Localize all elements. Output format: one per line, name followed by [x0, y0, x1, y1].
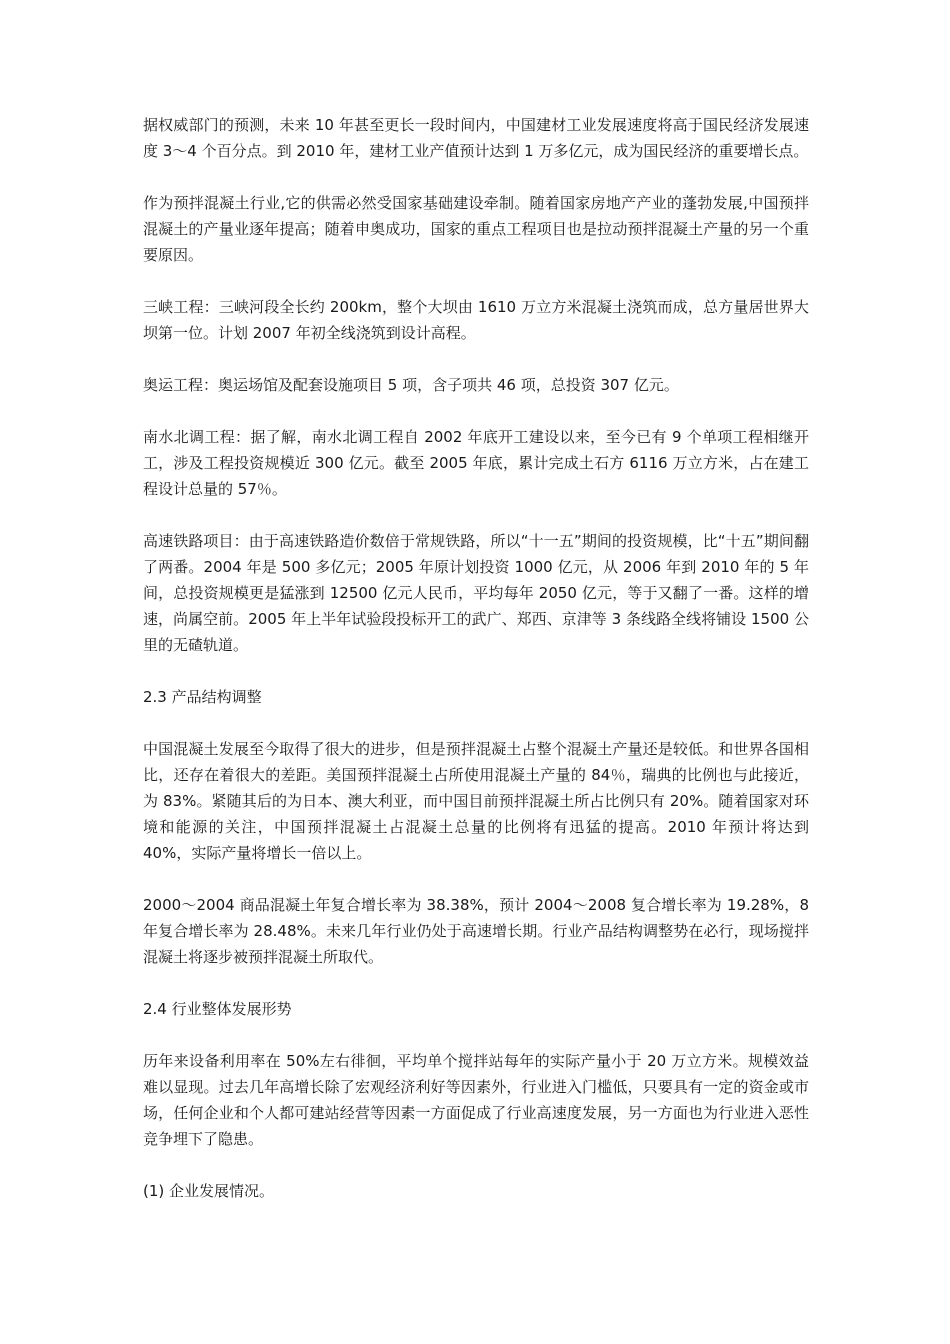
- document-body: [143, 112, 809, 1230]
- paragraph-high-speed-rail: 高速铁路项目：由于高速铁路造价数倍于常规铁路，所以“十一五”期间的投资规模，比“十五”期间翻了两番。2004 年是 500 多亿元；2005 年原计划投资 1000 亿元，从 2006 年到 2010 年的 5 年间，总投资规模更是猛涨到 12500 亿元人民币，平均每年 2050 亿元，等于又翻了一番。这样的增速，尚属空前。2005 年上半年试验段投标开工的武广、郑西、京津等 3 条线路全线将铺设 1500 公里的无碴轨道。: [143, 532, 809, 654]
- section-heading-2-3: 2.3 产品结构调整: [143, 688, 262, 706]
- paragraph-building-materials-forecast: 据权威部门的预测，未来 10 年甚至更长一段时间内，中国建材工业发展速度将高于国民经济发展速度 3～4 个百分点。到 2010 年，建材工业产值预计达到 1 万多亿元，成为国民经济的重要增长点。: [143, 116, 809, 160]
- paragraph-growth-rate: 2000～2004 商品混凝土年复合增长率为 38.38%，预计 2004～2008 复合增长率为 19.28%，8 年复合增长率为 28.48%。未来几年行业仍处于高速增长期。行业产品结构调整势在必行，现场搅拌混凝土将逐步被预拌混凝土所取代。: [143, 896, 809, 966]
- paragraph-three-gorges: 三峡工程：三峡河段全长约 200km，整个大坝由 1610 万立方米混凝土浇筑而成，总方量居世界大坝第一位。计划 2007 年初全线浇筑到设计高程。: [143, 298, 809, 342]
- paragraph-equipment-utilization: 历年来设备利用率在 50%左右徘徊，平均单个搅拌站每年的实际产量小于 20 万立方米。规模效益难以显现。过去几年高增长除了宏观经济利好等因素外，行业进入门槛低，只要具有一定的资金或市场，任何企业和个人都可建站经营等因素一方面促成了行业高速度发展，另一方面也为行业进入恶性竞争埋下了隐患。: [143, 1052, 809, 1148]
- paragraph-south-north-water: 南水北调工程：据了解，南水北调工程自 2002 年底开工建设以来，至今已有 9 个单项工程相继开工，涉及工程投资规模近 300 亿元。截至 2005 年底，累计完成土石方 6116 万立方米，占在建工程设计总量的 57％。: [143, 428, 809, 498]
- paragraph-olympics: 奥运工程：奥运场馆及配套设施项目 5 项，含子项共 46 项，总投资 307 亿元。: [143, 376, 679, 394]
- paragraph-ready-mix-share: 中国混凝土发展至今取得了很大的进步，但是预拌混凝土占整个混凝土产量还是较低。和世界各国相比，还存在着很大的差距。美国预拌混凝土占所使用混凝土产量的 84％，瑞典的比例也与此接近，为 83%。紧随其后的为日本、澳大利亚，而中国目前预拌混凝土所占比例只有 20%。随着国家对环境和能源的关注，中国预拌混凝土占混凝土总量的比例将有迅猛的提高。2010 年预计将达到 40%，实际产量将增长一倍以上。: [143, 740, 809, 862]
- list-item-enterprise-development: (1) 企业发展情况。: [143, 1182, 275, 1200]
- section-heading-2-4: 2.4 行业整体发展形势: [143, 1000, 292, 1018]
- paragraph-ready-mix-demand: 作为预拌混凝土行业,它的供需必然受国家基础建设牵制。随着国家房地产产业的蓬勃发展,中国预拌混凝土的产量业逐年提高；随着申奥成功，国家的重点工程项目也是拉动预拌混凝土产量的另一个重要原因。: [143, 194, 809, 264]
